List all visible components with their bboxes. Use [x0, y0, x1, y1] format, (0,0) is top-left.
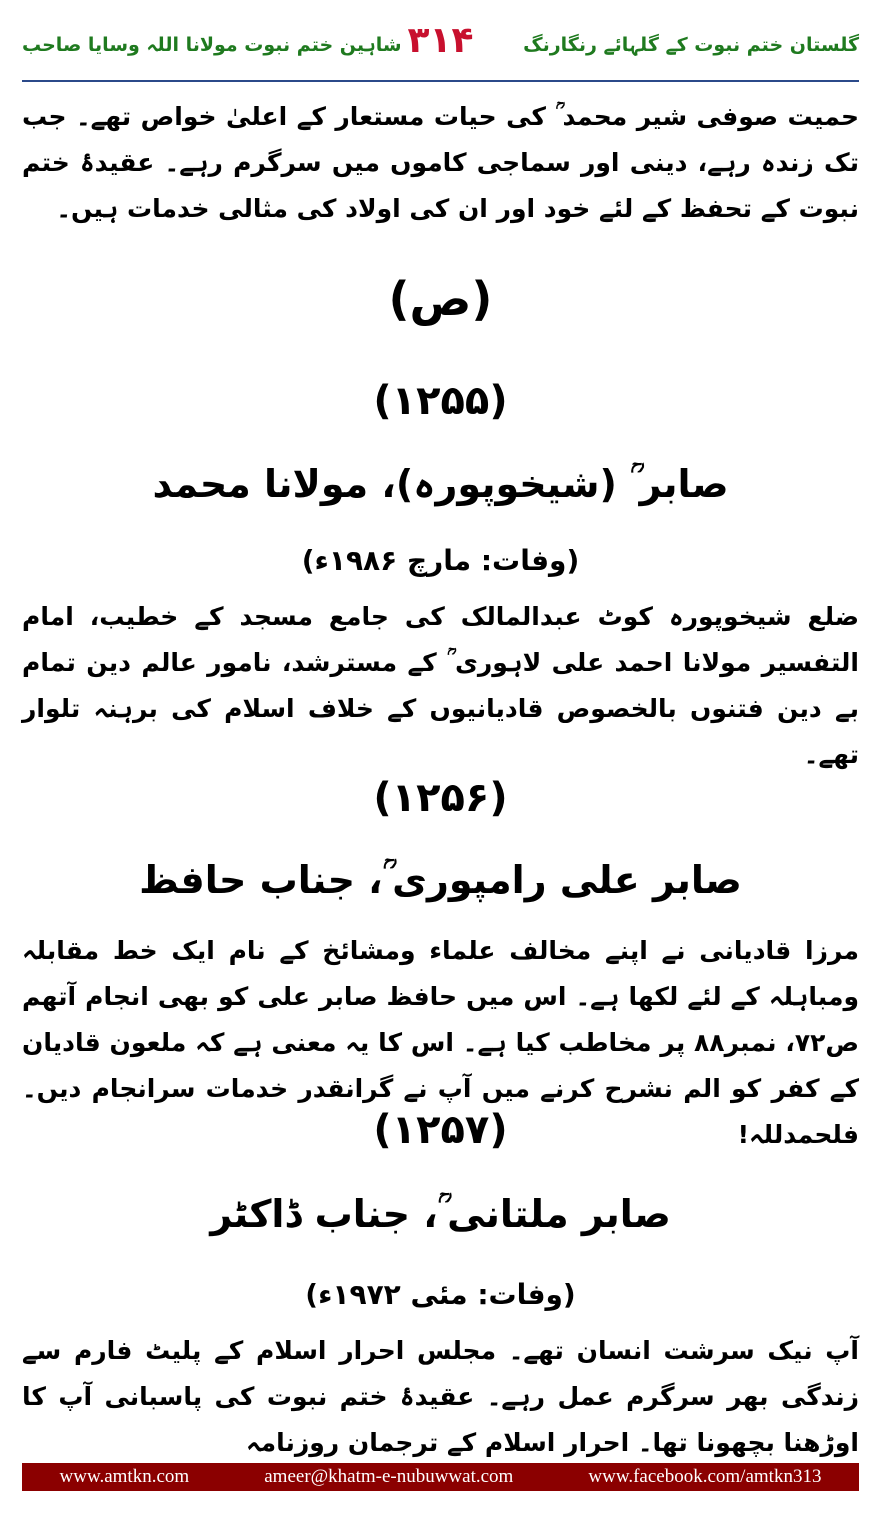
header-divider	[22, 80, 859, 82]
facebook-link[interactable]: www.facebook.com/amtkn313	[588, 1466, 822, 1487]
footer-bar	[22, 1463, 859, 1491]
entry-text: ضلع شیخوپورہ کوٹ عبدالمالک کی جامع مسجد کے خطیب، امام التفسیر مولانا احمد علی لاہوری ؒ کے مسترشد، نامور عالم دین تمام بے دین فتنوں بالخصوص قادیانیوں کے خلاف اسلام کی برہنہ تلوار تھے۔	[22, 602, 859, 769]
header-book-title: گلستان ختم نبوت کے گلہائے رنگارنگ	[523, 34, 859, 56]
entry-number: (۱۲۵۵)	[373, 378, 508, 424]
page-number: ۳۱۴	[407, 20, 474, 61]
page-header	[22, 12, 859, 82]
section-letter: (ص)	[388, 272, 493, 326]
website-link[interactable]: www.amtkn.com	[59, 1466, 190, 1487]
entry-number: (۱۲۵۷)	[373, 1107, 508, 1153]
entry-heading: صابر علی رامپوری ؒ، جناب حافظ	[139, 858, 742, 902]
entry-death-date: (وفات: مئی ۱۹۷۲ء)	[305, 1278, 576, 1311]
entry-death-date: (وفات: مارچ ۱۹۸۶ء)	[301, 544, 580, 577]
intro-paragraph: حمیت صوفی شیر محمد ؒ کی حیات مستعار کے اعلیٰ خواص تھے۔ جب تک زندہ رہے، دینی اور سماجی کاموں میں سرگرم رہے۔ عقیدۂ ختم نبوت کے تحفظ کے لئے خود اور ان کی اولاد کی مثالی خدمات ہیں۔	[22, 102, 859, 223]
header-author: شاہین ختم نبوت مولانا اللہ وسایا صاحب	[22, 34, 402, 56]
entry-text: آپ نیک سرشت انسان تھے۔ مجلس احرار اسلام کے پلیٹ فارم سے زندگی بھر سرگرم عمل رہے۔ عقیدۂ ختم نبوت کی پاسبانی آپ کا اوڑھنا بچھونا تھا۔ احرار اسلام کے ترجمان روزنامہ	[22, 1336, 859, 1457]
entry-number: (۱۲۵۶)	[373, 775, 508, 821]
entry-heading: صابر ؒ (شیخوپورہ)، مولانا محمد	[152, 462, 729, 506]
entry-text: مرزا قادیانی نے اپنے مخالف علماء ومشائخ کے نام ایک خط مقابلہ ومباہلہ کے لئے لکھا ہے۔ اس میں حافظ صابر علی کو بھی انجام آتھم ص۷۲، نمبر۸۸ پر مخاطب کیا ہے۔ اس کا یہ معنی ہے کہ ملعون قادیان کے کفر کو الم نشرح کرنے میں آپ نے گرانقدر خدمات سرانجام دیں۔ فلحمدللہ!	[22, 936, 859, 1149]
entry-heading: صابر ملتانی ؒ، جناب ڈاکٹر	[210, 1192, 671, 1236]
email-link[interactable]: ameer@khatm-e-nubuwwat.com	[264, 1466, 514, 1487]
